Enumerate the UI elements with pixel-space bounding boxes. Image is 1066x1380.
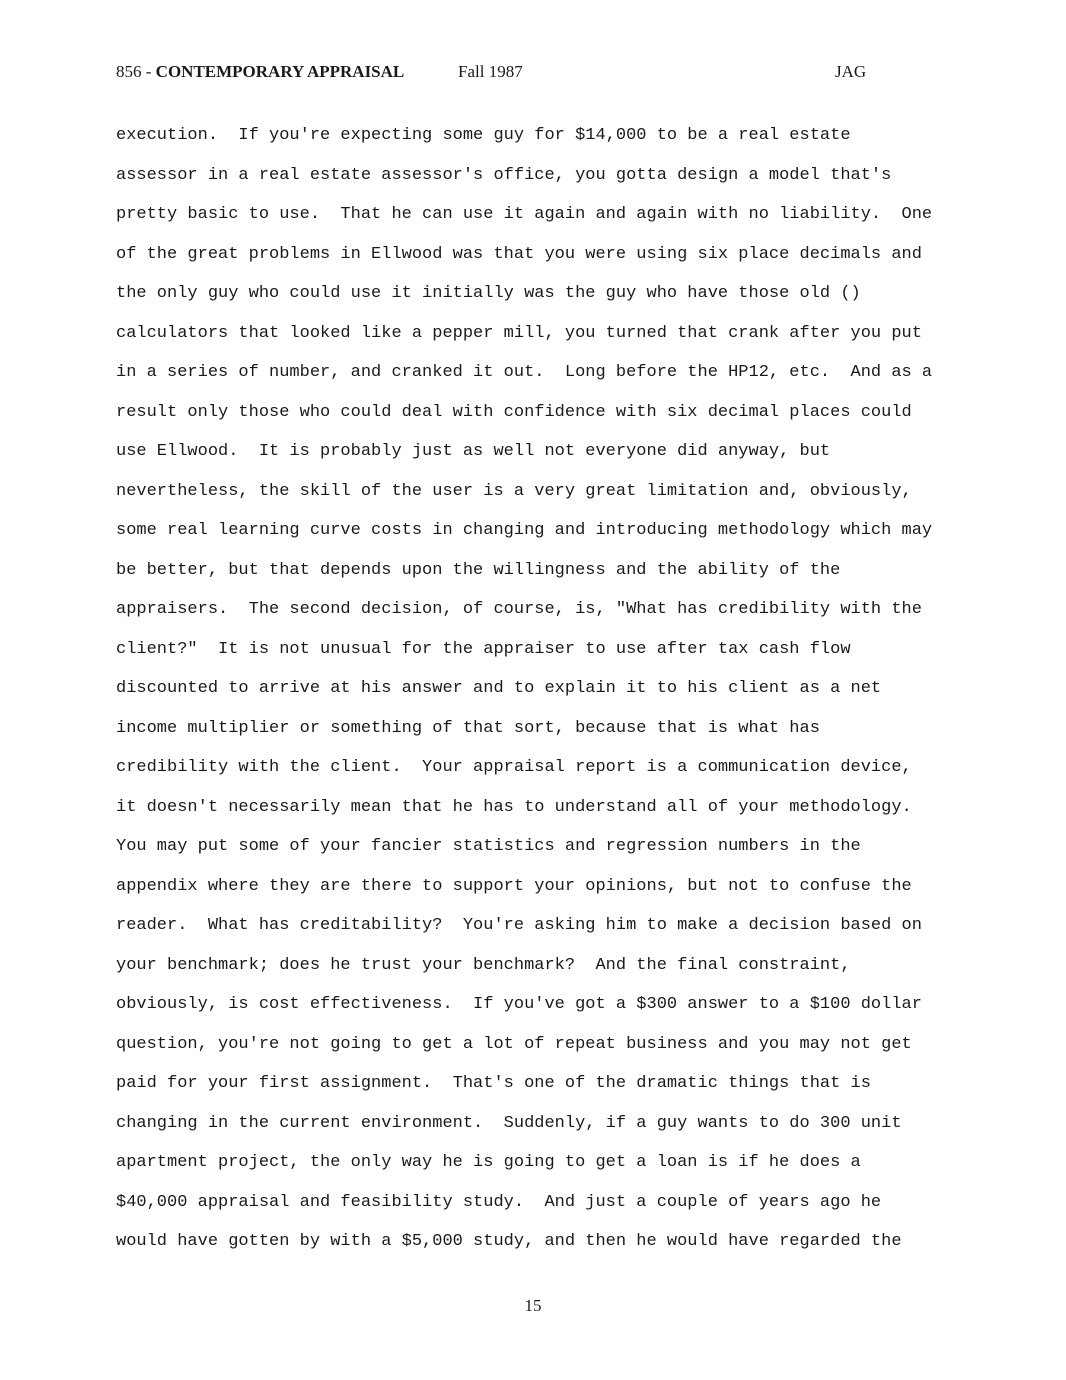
text-line: in a series of number, and cranked it out. Long before the HP12, etc. And as a xyxy=(116,363,933,382)
text-line: You may put some of your fancier statistics and regression numbers in the xyxy=(116,837,861,856)
author-initials: JAG xyxy=(835,62,867,81)
course-heading xyxy=(116,62,404,82)
text-line: income multiplier or something of that sort, because that is what has xyxy=(116,718,820,738)
text-line: credibility with the client. Your appraisal report is a communication device, xyxy=(116,758,912,777)
text-line: of the great problems in Ellwood was that you were using six place decimals and xyxy=(116,244,922,264)
text-line: paid for your first assignment. That's one of the dramatic things that is xyxy=(116,1074,871,1093)
text-line: discounted to arrive at his answer and to explain it to his client as a net xyxy=(116,679,882,698)
text-line: would have gotten by with a $5,000 study, and then he would have regarded the xyxy=(116,1232,902,1251)
text-line: pretty basic to use. That he can use it again and again with no liability. One xyxy=(116,205,933,224)
transcript-body xyxy=(116,123,1016,1269)
course-title: CONTEMPORARY APPRAISAL xyxy=(155,62,405,81)
text-line: client?" It is not unusual for the appraiser to use after tax cash flow xyxy=(116,639,851,659)
text-line: use Ellwood. It is probably just as well not everyone did anyway, but xyxy=(116,442,831,461)
text-line: appraisers. The second decision, of course, is, "What has credibility with the xyxy=(116,600,922,619)
text-line: apartment project, the only way he is going to get a loan is if he does a xyxy=(116,1153,861,1172)
text-line: calculators that looked like a pepper mill, you turned that crank after you put xyxy=(116,323,922,343)
page-number: 15 xyxy=(524,1296,542,1315)
text-line: execution. If you're expecting some guy for $14,000 to be a real estate xyxy=(116,126,851,145)
text-line: obviously, is cost effectiveness. If you've got a $300 answer to a $100 dollar xyxy=(116,995,922,1014)
text-line: reader. What has creditability? You're asking him to make a decision based on xyxy=(116,916,922,935)
page-header xyxy=(116,62,876,86)
text-line: result only those who could deal with confidence with six decimal places could xyxy=(116,402,912,422)
text-line: the only guy who could use it initially was the guy who have those old () xyxy=(116,284,861,303)
text-line: it doesn't necessarily mean that he has to understand all of your methodology. xyxy=(116,797,912,817)
text-line: appendix where they are there to support your opinions, but not to confuse the xyxy=(116,876,912,896)
text-line: question, you're not going to get a lot of repeat business and you may not get xyxy=(116,1034,912,1054)
course-number: 856 - xyxy=(116,62,156,81)
term-label: Fall 1987 xyxy=(458,62,523,81)
text-line: your benchmark; does he trust your benchmark? And the final constraint, xyxy=(116,955,851,975)
text-line: nevertheless, the skill of the user is a very great limitation and, obviously, xyxy=(116,481,912,501)
text-line: some real learning curve costs in changing and introducing methodology which may xyxy=(116,521,933,540)
text-line: be better, but that depends upon the willingness and the ability of the xyxy=(116,560,841,580)
text-line: $40,000 appraisal and feasibility study. And just a couple of years ago he xyxy=(116,1192,882,1212)
text-line: assessor in a real estate assessor's office, you gotta design a model that's xyxy=(116,165,892,185)
text-line: changing in the current environment. Suddenly, if a guy wants to do 300 unit xyxy=(116,1113,902,1133)
